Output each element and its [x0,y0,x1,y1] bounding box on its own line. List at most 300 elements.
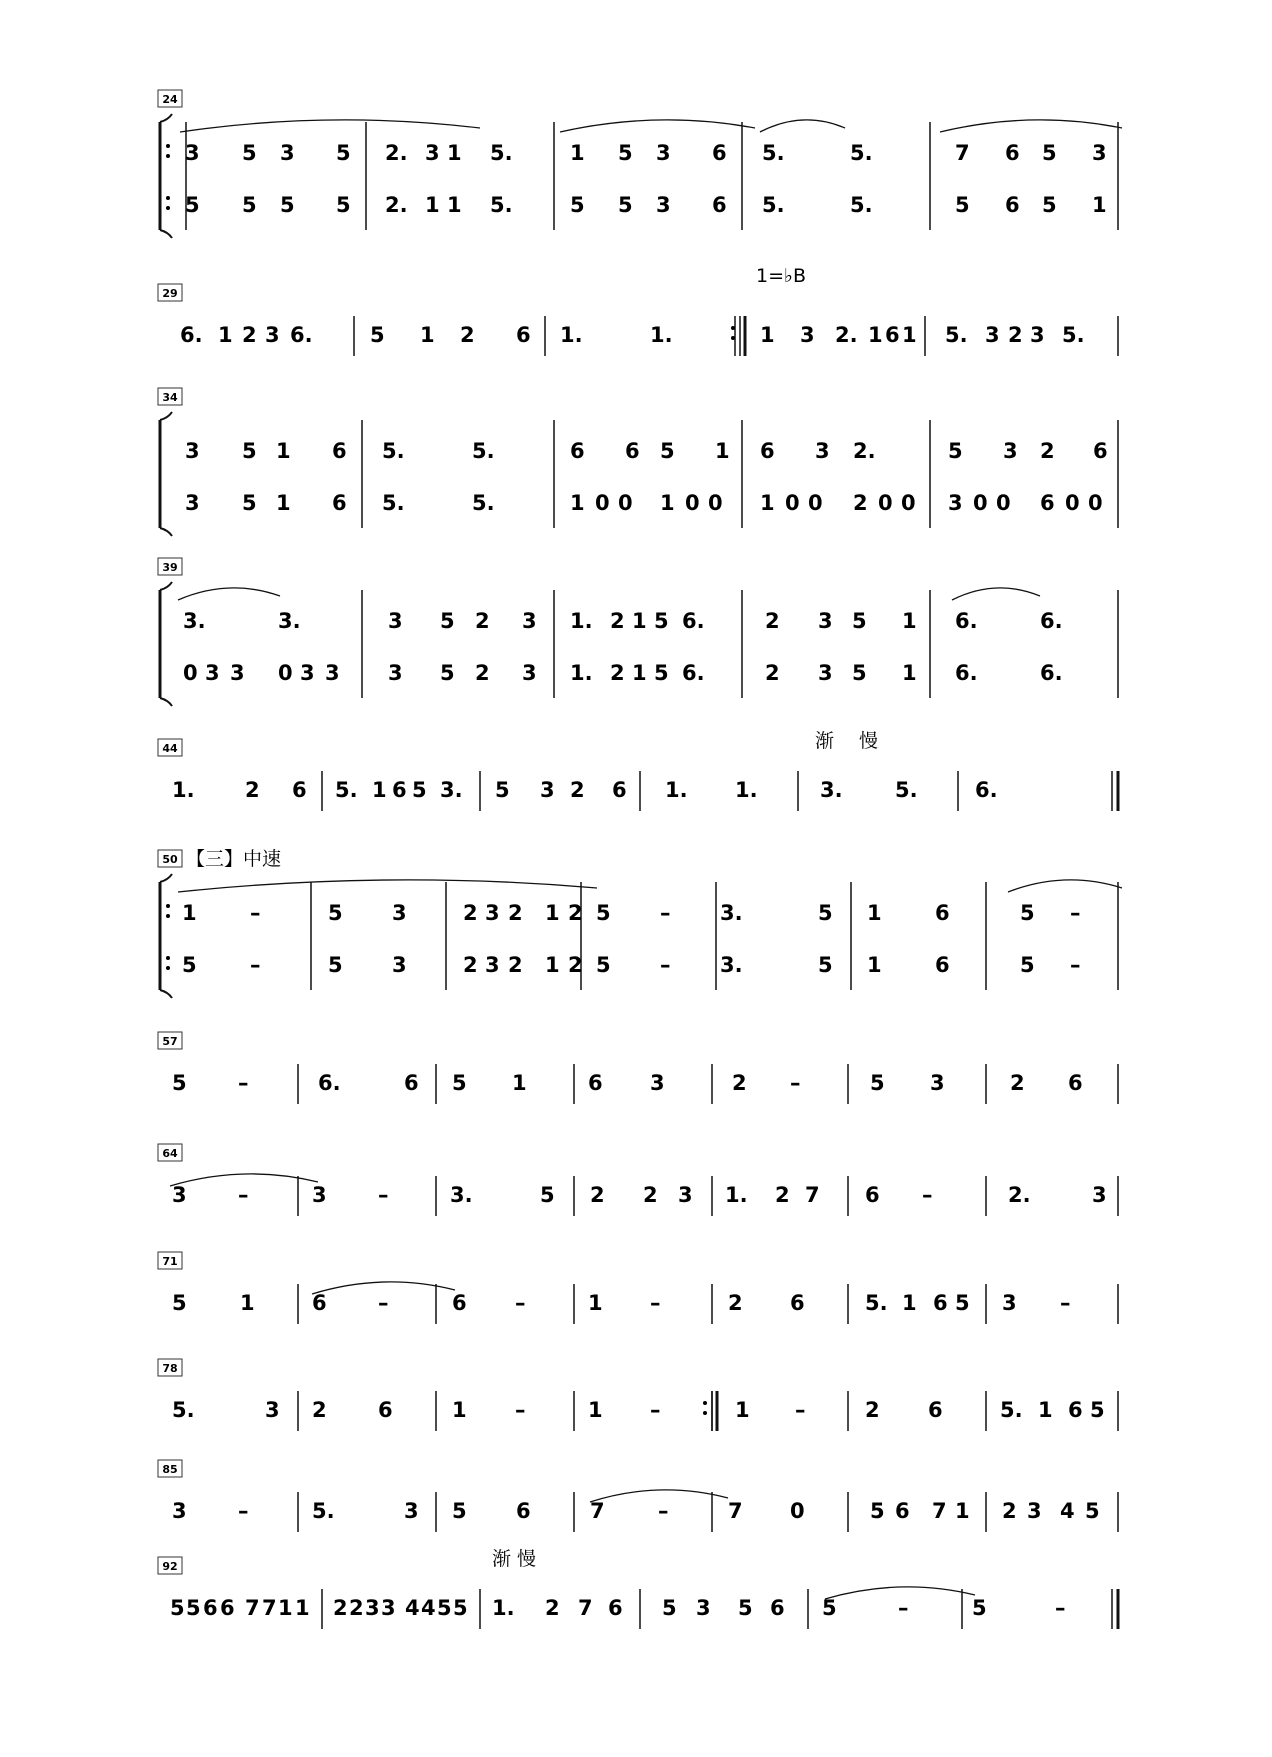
note-digit: 3 [1030,323,1045,347]
note-digit: 5 [948,439,963,463]
note-digit: 6 [935,901,950,925]
note-digit: 6 [612,778,627,802]
note-digit: 5 [242,141,257,165]
note-digit: 5 [440,661,455,685]
note-digit: 6 [935,953,950,977]
note-digit: 5 [453,1596,468,1620]
note-digit: 5 [654,609,669,633]
note-digit: 5. [472,439,495,463]
note-digit: 1 [1092,193,1107,217]
note-digit: 5 [818,901,833,925]
note-digit: 7 [932,1499,947,1523]
tempo-marking: 渐 慢 [492,1548,537,1570]
bracket-top [160,874,172,882]
note-digit: 1 [182,901,197,925]
note-digit: 1 [570,141,585,165]
note-digit: 1. [650,323,673,347]
note-digit: 2 [765,661,780,685]
note-digit: 6 [712,193,727,217]
note-digit: 6 [933,1291,948,1315]
slur [178,588,280,600]
note-digit: 2 [568,901,583,925]
note-digit: 2 [865,1398,880,1422]
note-digit: 2 [590,1183,605,1207]
slur [1008,880,1122,892]
note-digit: 2 [245,778,260,802]
note-digit: 6 [404,1071,419,1095]
note-digit: 1. [492,1596,515,1620]
dash-rest: – [238,1499,249,1523]
note-digit: 7 [955,141,970,165]
note-digit: 0 [996,491,1011,515]
note-digit: 5 [185,193,200,217]
note-digit: 3 [365,1596,380,1620]
note-digit: 1 [955,1499,970,1523]
note-digit: 6 [712,141,727,165]
repeat-dot [166,154,170,158]
note-digit: 5 [852,609,867,633]
note-digit: 1 [512,1071,527,1095]
note-digit: 6. [290,323,313,347]
note-digit: 6 [895,1499,910,1523]
note-digit: 3 [265,323,280,347]
note-digit: 1 [276,439,291,463]
note-digit: 2. [385,141,408,165]
note-digit: 3 [948,491,963,515]
note-digit: 3 [392,901,407,925]
note-digit: 2 [1002,1499,1017,1523]
note-digit: 6 [378,1398,393,1422]
dash-rest: – [515,1398,526,1422]
note-digit: 1 [447,141,462,165]
note-digit: 5 [596,953,611,977]
note-digit: 1 [760,323,775,347]
note-digit: 5 [452,1071,467,1095]
note-digit: 6 [332,491,347,515]
note-digit: 1 [632,609,647,633]
note-digit: 1 [240,1291,255,1315]
note-digit: 0 [708,491,723,515]
note-digit: 2 [333,1596,348,1620]
note-digit: 1 [715,439,730,463]
note-digit: 5 [1020,901,1035,925]
note-digit: 2 [475,609,490,633]
note-digit: 5 [870,1071,885,1095]
note-digit: 5 [172,1291,187,1315]
note-digit: 3 [485,901,500,925]
dash-rest: – [650,1398,661,1422]
note-digit: 5 [540,1183,555,1207]
note-digit: 2 [242,323,257,347]
note-digit: 2 [570,778,585,802]
dash-rest: – [898,1596,909,1620]
note-digit: 5 [336,193,351,217]
dash-rest: – [795,1398,806,1422]
note-digit: 5. [382,439,405,463]
note-digit: 2 [775,1183,790,1207]
measure-number: 92 [162,1560,178,1573]
note-digit: 6. [955,609,978,633]
note-digit: 1 [588,1291,603,1315]
note-digit: 3 [388,661,403,685]
note-digit: 5 [660,439,675,463]
note-digit: 5. [172,1398,195,1422]
dash-rest: – [250,901,261,925]
note-digit: 3 [678,1183,693,1207]
note-digit: 3 [800,323,815,347]
note-digit: 7 [245,1596,260,1620]
note-digit: 2. [853,439,876,463]
slur [760,120,845,132]
note-digit: 1 [218,323,233,347]
note-digit: 5 [654,661,669,685]
note-digit: 1 [902,1291,917,1315]
note-digit: 5 [596,901,611,925]
note-digit: 5 [1020,953,1035,977]
note-digit: 6 [516,323,531,347]
note-digit: 5 [437,1596,452,1620]
note-digit: 2 [1040,439,1055,463]
measure-number: 39 [162,561,178,574]
note-digit: 3 [656,141,671,165]
note-digit: 1 [545,953,560,977]
measure-number: 64 [162,1147,178,1160]
note-digit: 3 [172,1183,187,1207]
note-digit: 6 [1068,1398,1083,1422]
note-digit: 5 [412,778,427,802]
note-digit: 1 [902,609,917,633]
note-digit: 6 [790,1291,805,1315]
note-digit: 1. [735,778,758,802]
note-digit: 1. [570,609,593,633]
note-digit: 1 [902,323,917,347]
note-digit: 7 [805,1183,820,1207]
note-digit: 1 [902,661,917,685]
dash-rest: – [238,1183,249,1207]
note-digit: 6. [975,778,998,802]
slur [940,120,1122,132]
dash-rest: – [790,1071,801,1095]
note-digit: 0 [790,1499,805,1523]
note-digit: 3. [720,953,743,977]
note-digit: 5 [182,953,197,977]
note-digit: 1 [588,1398,603,1422]
dash-rest: – [660,901,671,925]
note-digit: 5 [822,1596,837,1620]
dash-rest: – [658,1499,669,1523]
note-digit: 1 [452,1398,467,1422]
note-digit: 7 [578,1596,593,1620]
note-digit: 6 [885,323,900,347]
note-digit: 3 [172,1499,187,1523]
note-digit: 5 [440,609,455,633]
note-digit: 3. [720,901,743,925]
note-digit: 6 [1068,1071,1083,1095]
slur [560,120,755,132]
note-digit: 5 [242,439,257,463]
note-digit: 3 [230,661,245,685]
note-digit: 1 [867,901,882,925]
note-digit: 5. [312,1499,335,1523]
note-digit: 5 [618,193,633,217]
note-digit: 2 [853,491,868,515]
note-digit: 7 [728,1499,743,1523]
note-digit: 1 [425,193,440,217]
note-digit: 6. [682,661,705,685]
note-digit: 6 [625,439,640,463]
note-digit: 2 [460,323,475,347]
tempo-marking: 渐 慢 [815,730,879,752]
dash-rest: – [378,1183,389,1207]
measure-number: 34 [162,391,178,404]
note-digit: 2 [732,1071,747,1095]
repeat-dot [166,196,170,200]
repeat-dot [731,336,735,340]
note-digit: 3 [1092,1183,1107,1207]
note-digit: 3. [450,1183,473,1207]
repeat-dot [731,326,735,330]
measure-number: 24 [162,93,178,106]
note-digit: 1 [867,953,882,977]
note-digit: 2 [765,609,780,633]
note-digit: 3 [185,141,200,165]
note-digit: 6 [928,1398,943,1422]
repeat-dot [166,956,170,960]
note-digit: 0 [278,661,293,685]
note-digit: 6 [392,778,407,802]
bracket-top [160,412,172,420]
note-digit: 1 [660,491,675,515]
note-digit: 1 [1038,1398,1053,1422]
note-digit: 0 [595,491,610,515]
note-digit: 6. [318,1071,341,1095]
note-digit: 3 [1027,1499,1042,1523]
bracket-top [160,582,172,590]
note-digit: 5 [1042,141,1057,165]
dash-rest: – [1055,1596,1066,1620]
dash-rest: – [650,1291,661,1315]
note-digit: 5. [945,323,968,347]
note-digit: 5 [570,193,585,217]
note-digit: 5 [170,1596,185,1620]
note-digit: 6 [588,1071,603,1095]
note-digit: 3. [820,778,843,802]
note-digit: 5. [850,193,873,217]
measure-number: 29 [162,287,178,300]
note-digit: 6 [1005,193,1020,217]
note-digit: 3 [656,193,671,217]
note-digit: 3 [265,1398,280,1422]
note-digit: 1 [735,1398,750,1422]
note-digit: 5 [452,1499,467,1523]
note-digit: 5. [1062,323,1085,347]
note-digit: 3 [818,609,833,633]
note-digit: 5. [1000,1398,1023,1422]
note-digit: 5. [490,141,513,165]
note-digit: 3 [185,491,200,515]
note-digit: 1 [868,323,883,347]
note-digit: 6 [1005,141,1020,165]
bracket-bottom [160,230,172,238]
note-digit: 3. [278,609,301,633]
note-digit: 5 [818,953,833,977]
note-digit: 6 [760,439,775,463]
note-digit: 1 [570,491,585,515]
note-digit: 5. [382,491,405,515]
note-digit: 5 [370,323,385,347]
note-digit: 5 [336,141,351,165]
note-digit: 6 [570,439,585,463]
note-digit: 3 [485,953,500,977]
note-digit: 5 [242,491,257,515]
note-digit: 3 [300,661,315,685]
note-digit: 2 [463,901,478,925]
slur [178,880,597,892]
measure-number: 44 [162,742,178,755]
note-digit: 0 [685,491,700,515]
note-digit: 5 [328,953,343,977]
note-digit: 1. [560,323,583,347]
note-digit: 1 [295,1596,310,1620]
repeat-dot [166,206,170,210]
note-digit: 6 [865,1183,880,1207]
dash-rest: – [922,1183,933,1207]
note-digit: 2 [1010,1071,1025,1095]
note-digit: 5. [335,778,358,802]
note-digit: 3 [815,439,830,463]
note-digit: 7 [262,1596,277,1620]
note-digit: 3 [650,1071,665,1095]
note-digit: 0 [618,491,633,515]
repeat-dot [703,1411,707,1415]
note-digit: 1 [278,1596,293,1620]
dash-rest: – [1070,953,1081,977]
note-digit: 6. [1040,609,1063,633]
measure-number: 85 [162,1463,178,1476]
note-digit: 0 [1088,491,1103,515]
note-digit: 3 [540,778,555,802]
measure-number: 71 [162,1255,178,1268]
note-digit: 5. [865,1291,888,1315]
note-digit: 1 [420,323,435,347]
note-digit: 3 [1092,141,1107,165]
note-digit: 2 [610,661,625,685]
note-digit: 5 [172,1071,187,1095]
note-digit: 2. [835,323,858,347]
note-digit: 5 [618,141,633,165]
note-digit: 2 [312,1398,327,1422]
repeat-dot [166,904,170,908]
measure-number: 50 [162,853,178,866]
note-digit: 3 [185,439,200,463]
note-digit: 3. [440,778,463,802]
note-digit: 5 [1042,193,1057,217]
repeat-dot [166,966,170,970]
repeat-dot [166,914,170,918]
note-digit: 1 [447,193,462,217]
note-digit: 3 [388,609,403,633]
note-digit: 3 [325,661,340,685]
note-digit: 2 [610,609,625,633]
bracket-bottom [160,990,172,998]
note-digit: 3. [183,609,206,633]
note-digit: 6 [1093,439,1108,463]
note-digit: 0 [1065,491,1080,515]
note-digit: 6 [770,1596,785,1620]
note-digit: 3 [392,953,407,977]
dash-rest: – [1070,901,1081,925]
note-digit: 5 [662,1596,677,1620]
note-digit: 5 [280,193,295,217]
note-digit: 6 [608,1596,623,1620]
note-digit: 5. [895,778,918,802]
note-digit: 2 [463,953,478,977]
note-digit: 2 [508,953,523,977]
note-digit: 6. [682,609,705,633]
note-digit: 2 [349,1596,364,1620]
note-digit: 5 [328,901,343,925]
dash-rest: – [250,953,261,977]
note-digit: 6 [516,1499,531,1523]
note-digit: 1. [570,661,593,685]
note-digit: 3 [404,1499,419,1523]
measure-number: 78 [162,1362,178,1375]
note-digit: 2 [545,1596,560,1620]
note-digit: 5 [1085,1499,1100,1523]
bracket-bottom [160,528,172,536]
note-digit: 2 [475,661,490,685]
note-digit: 5 [972,1596,987,1620]
note-digit: 1. [665,778,688,802]
note-digit: 5. [472,491,495,515]
note-digit: 2 [1008,323,1023,347]
dash-rest: – [238,1071,249,1095]
note-digit: 3 [280,141,295,165]
repeat-dot [166,144,170,148]
note-digit: 6. [955,661,978,685]
note-digit: 0 [901,491,916,515]
note-digit: 3 [522,661,537,685]
note-digit: 3 [818,661,833,685]
note-digit: 3 [985,323,1000,347]
note-digit: 3 [930,1071,945,1095]
note-digit: 3 [1003,439,1018,463]
note-digit: 6 [203,1596,218,1620]
note-digit: 0 [973,491,988,515]
note-digit: 6. [1040,661,1063,685]
slur [180,120,480,132]
note-digit: 5 [495,778,510,802]
note-digit: 3 [312,1183,327,1207]
note-digit: 1 [372,778,387,802]
note-digit: 4 [421,1596,436,1620]
dash-rest: – [660,953,671,977]
note-digit: 6. [180,323,203,347]
note-digit: 5. [762,193,785,217]
note-digit: 5 [870,1499,885,1523]
note-digit: 2. [385,193,408,217]
note-digit: 5. [762,141,785,165]
note-digit: 2 [568,953,583,977]
section-label: 【三】中速 [186,848,282,870]
note-digit: 5. [850,141,873,165]
note-digit: 4 [1060,1499,1075,1523]
note-digit: 6 [452,1291,467,1315]
key-signature: 1=♭B [756,265,807,287]
note-digit: 5 [186,1596,201,1620]
note-digit: 0 [808,491,823,515]
note-digit: 1 [632,661,647,685]
